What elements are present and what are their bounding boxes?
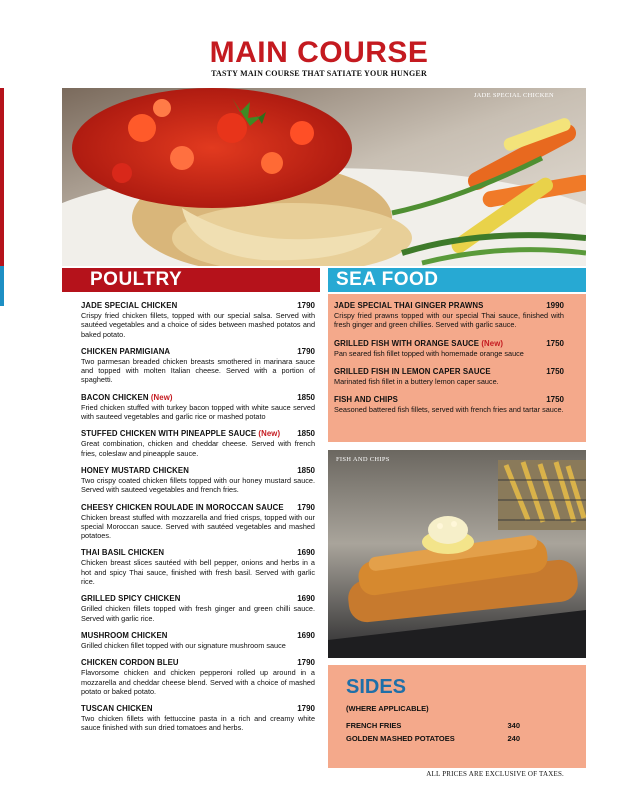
- poultry-heading: POULTRY: [62, 268, 320, 292]
- new-badge: (New): [150, 392, 173, 402]
- side-item: [346, 721, 520, 730]
- menu-item-price: 1690: [297, 594, 315, 604]
- menu-item-description: Seasoned battered fish fillets, served with french fries and tartar sauce.: [334, 405, 564, 415]
- side-item-price: 340: [507, 721, 520, 730]
- menu-item-name: BACON CHICKEN (New): [81, 392, 173, 402]
- menu-item-price: 1750: [546, 395, 564, 405]
- menu-item-price: 1790: [297, 658, 315, 668]
- menu-item-description: Pan seared fish fillet topped with homemade orange sauce: [334, 348, 524, 358]
- menu-item-price: 1690: [297, 630, 315, 640]
- sides-note: (WHERE APPLICABLE): [346, 704, 429, 713]
- new-badge: (New): [258, 429, 281, 439]
- menu-item-price: 1990: [546, 301, 564, 310]
- seafood-menu-list: [334, 301, 564, 423]
- menu-item-name: STUFFED CHICKEN WITH PINEAPPLE SAUCE (New): [81, 429, 281, 439]
- menu-item-description: Great combination, chicken and cheddar cheese. Served with french fries, coleslaw and pineapple sauce.: [81, 439, 315, 458]
- sides-list: [346, 721, 520, 747]
- menu-item-name: CHEESY CHICKEN ROULADE IN MOROCCAN SAUCE: [81, 502, 284, 512]
- menu-item-description: Grilled chicken fillets topped with fresh ginger and green chilli sauce. Served with garlic rice.: [81, 604, 315, 623]
- menu-item-name: HONEY MUSTARD CHICKEN: [81, 465, 189, 475]
- page-header: [0, 38, 638, 78]
- menu-item-description: Fried chicken stuffed with turkey bacon topped with white sauce served with sauteed vegetables and garlic rice or mashed potato: [81, 402, 315, 422]
- menu-item-name: TUSCAN CHICKEN: [81, 704, 153, 714]
- menu-item-name: MUSHROOM CHICKEN: [81, 630, 168, 640]
- menu-item: [81, 658, 315, 696]
- menu-item-price: 1790: [297, 704, 315, 714]
- hero-caption: JADE SPECIAL CHICKEN: [473, 92, 554, 99]
- hero-photo: [62, 88, 586, 266]
- menu-item: [334, 395, 564, 414]
- menu-item-description: Two parmesan breaded chicken breasts smothered in marinara sauce and topped with molten Italian cheese. Served with a portion of spaghetti.: [81, 356, 315, 385]
- menu-item-description: Two crispy coated chicken fillets topped with our honey mustard sauce. Served with sauteed vegetables and french fries.: [81, 475, 315, 495]
- menu-item-description: Two chicken fillets with fettuccine pasta in a rich and creamy white sauce finished with sun dried tomatoes and herbs.: [81, 714, 315, 733]
- menu-item-name: CHICKEN PARMIGIANA: [81, 346, 171, 356]
- menu-item-price: 1750: [546, 366, 564, 376]
- side-item-name: FRENCH FRIES: [346, 721, 402, 730]
- new-badge: (New): [481, 338, 504, 348]
- menu-item: [334, 301, 564, 330]
- menu-item: [81, 704, 315, 733]
- menu-item-price: 1850: [297, 465, 315, 475]
- menu-item-name: CHICKEN CORDON BLEU: [81, 658, 179, 668]
- menu-item-name: JADE SPECIAL THAI GINGER PRAWNS: [334, 301, 484, 310]
- menu-item-price: 1790: [297, 301, 315, 310]
- sides-heading: SIDES: [346, 676, 407, 698]
- menu-item-name: JADE SPECIAL CHICKEN: [81, 301, 178, 310]
- menu-item-description: Chicken breast stuffed with mozzarella and fried crisps, topped with our special Moroccan sauce. Served with sautéed vegetables and mashed potatoes.: [81, 512, 315, 541]
- fish-and-chips-illustration: [328, 450, 586, 658]
- menu-item: [334, 367, 564, 386]
- menu-item: [81, 631, 315, 650]
- page-subtitle: TASTY MAIN COURSE THAT SATIATE YOUR HUNGER: [211, 69, 427, 78]
- menu-item-description: Crispy fried prawns topped with our special Thai sauce, finished with fresh ginger and green chillies. Served with garlic sauce.: [334, 311, 564, 330]
- menu-item-description: Marinated fish fillet in a buttery lemon caper sauce.: [334, 376, 499, 386]
- poultry-menu-list: [81, 301, 315, 741]
- fish-photo-caption: FISH AND CHIPS: [336, 456, 390, 463]
- menu-item-description: Grilled chicken fillet topped with our signature mushroom sauce: [81, 640, 286, 650]
- menu-item-name: GRILLED FISH IN LEMON CAPER SAUCE: [334, 366, 491, 376]
- menu-item-description: Crispy fried chicken fillets, topped with our special salsa. Served with sautéed vegetables and a choice of sides between mashed potatos and baked potato.: [81, 311, 315, 339]
- jade-chicken-illustration: [62, 88, 586, 266]
- menu-item: [81, 594, 315, 623]
- page-title: MAIN COURSE: [209, 36, 429, 69]
- menu-item-name: GRILLED SPICY CHICKEN: [81, 594, 181, 604]
- menu-item: [81, 393, 315, 422]
- edge-strip-blue: [0, 266, 4, 306]
- menu-item: [81, 429, 315, 458]
- menu-item: [81, 347, 315, 385]
- edge-strip-red: [0, 88, 4, 266]
- menu-item-price: 1690: [297, 548, 315, 558]
- menu-item-name: FISH AND CHIPS: [334, 395, 398, 405]
- tax-footnote: ALL PRICES ARE EXCLUSIVE OF TAXES.: [426, 770, 564, 778]
- menu-item: [81, 301, 315, 339]
- side-item: [346, 734, 520, 743]
- menu-item: [81, 466, 315, 495]
- menu-item-price: 1790: [297, 346, 315, 356]
- menu-item-description: Chicken breast slices sautéed with bell pepper, onions and herbs in a hot and spicy Thai sauce, finished with fresh basil. Served with garlic rice.: [81, 558, 315, 587]
- menu-item-name: GRILLED FISH WITH ORANGE SAUCE (New): [334, 338, 504, 348]
- menu-item: [81, 503, 315, 541]
- menu-item-description: Flavorsome chicken and chicken pepperoni rolled up around in a mozzarella and cheddar cheese blend. Served with a choice of mashed potato or baked potato.: [81, 668, 315, 696]
- side-item-price: 240: [507, 734, 520, 743]
- menu-item-name: THAI BASIL CHICKEN: [81, 548, 165, 558]
- menu-item-price: 1850: [297, 429, 315, 439]
- side-item-name: GOLDEN MASHED POTATOES: [346, 734, 455, 743]
- menu-item: [81, 548, 315, 586]
- menu-item-price: 1750: [546, 338, 564, 348]
- menu-item-price: 1850: [297, 392, 315, 402]
- menu-item: [334, 339, 564, 358]
- menu-item-price: 1790: [297, 502, 315, 512]
- seafood-heading: SEA FOOD: [328, 268, 586, 292]
- fish-and-chips-photo: [328, 450, 586, 658]
